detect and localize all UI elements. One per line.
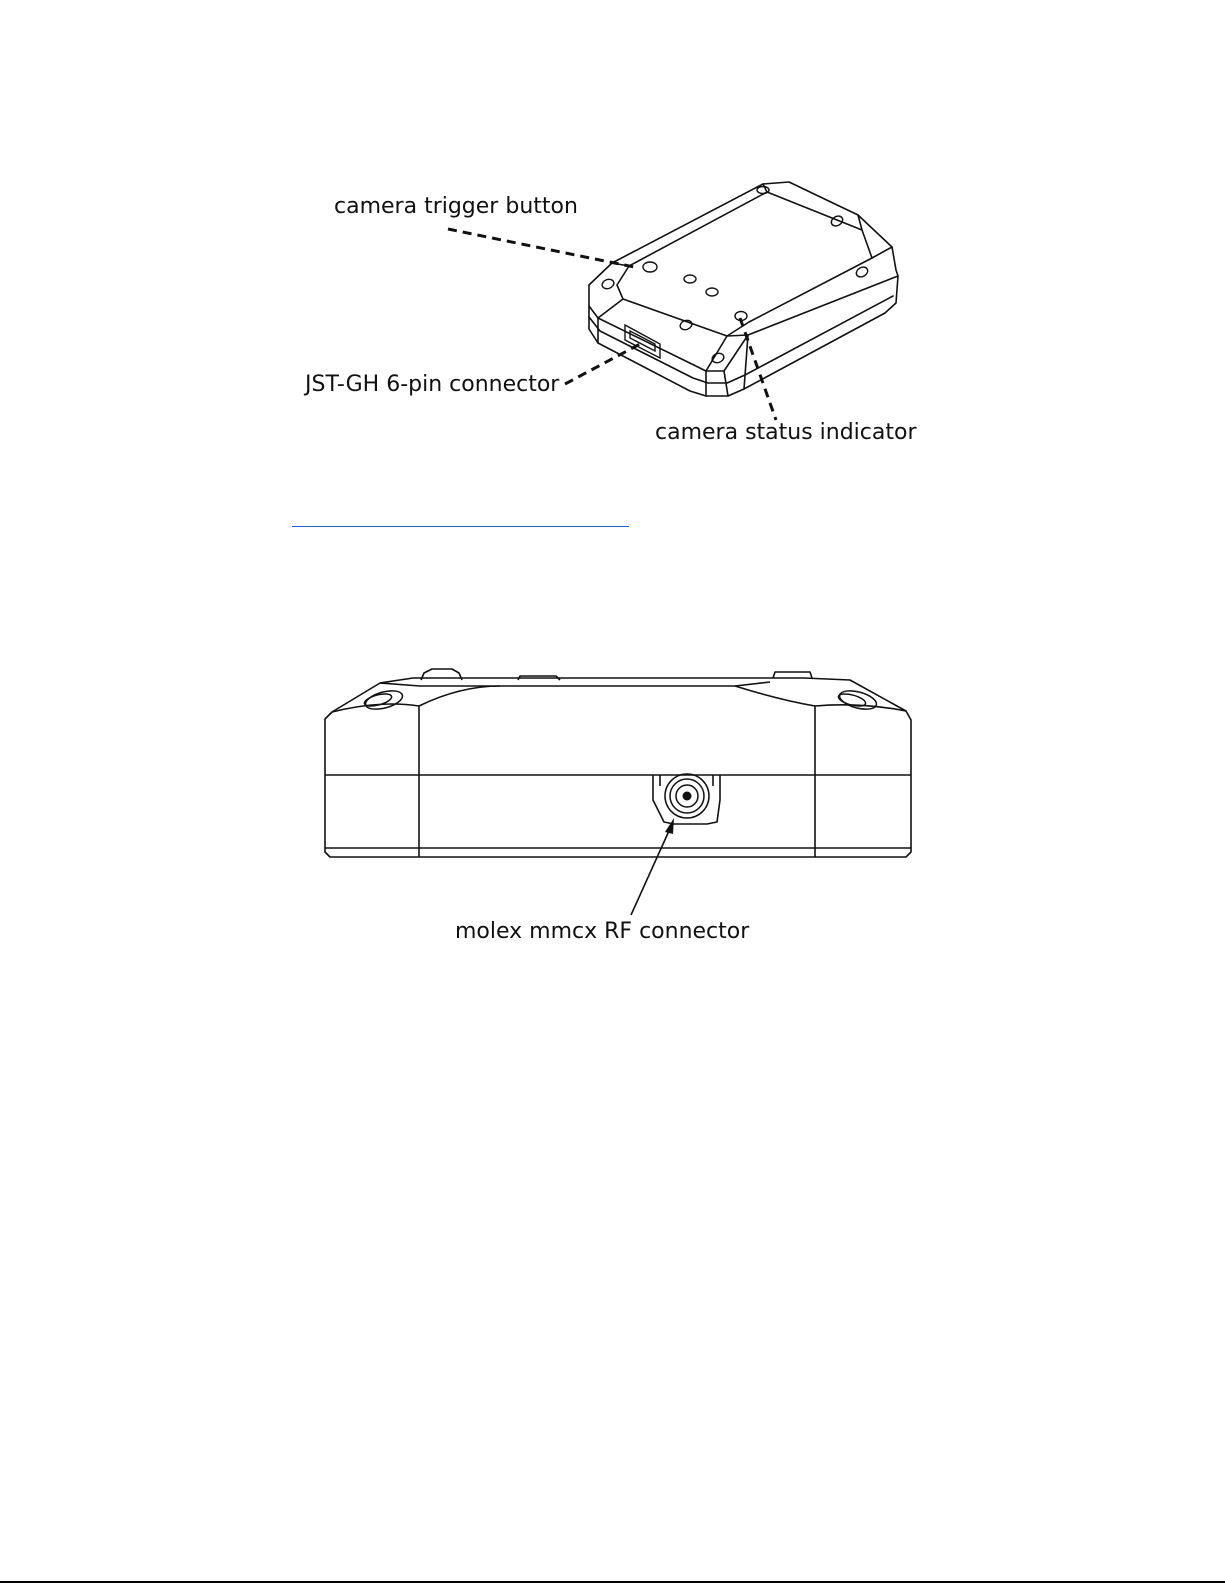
rf-leader-line xyxy=(631,822,673,915)
label-molex-mmcx-rf-connector: molex mmcx RF connector xyxy=(455,919,750,944)
label-camera-trigger-button: camera trigger button xyxy=(334,194,578,219)
label-camera-status-indicator: camera status indicator xyxy=(655,420,917,445)
page-bottom-rule xyxy=(0,1581,1225,1583)
label-jst-connector: JST-GH 6-pin connector xyxy=(305,372,560,397)
rf-leader-arrow-icon xyxy=(665,818,674,834)
